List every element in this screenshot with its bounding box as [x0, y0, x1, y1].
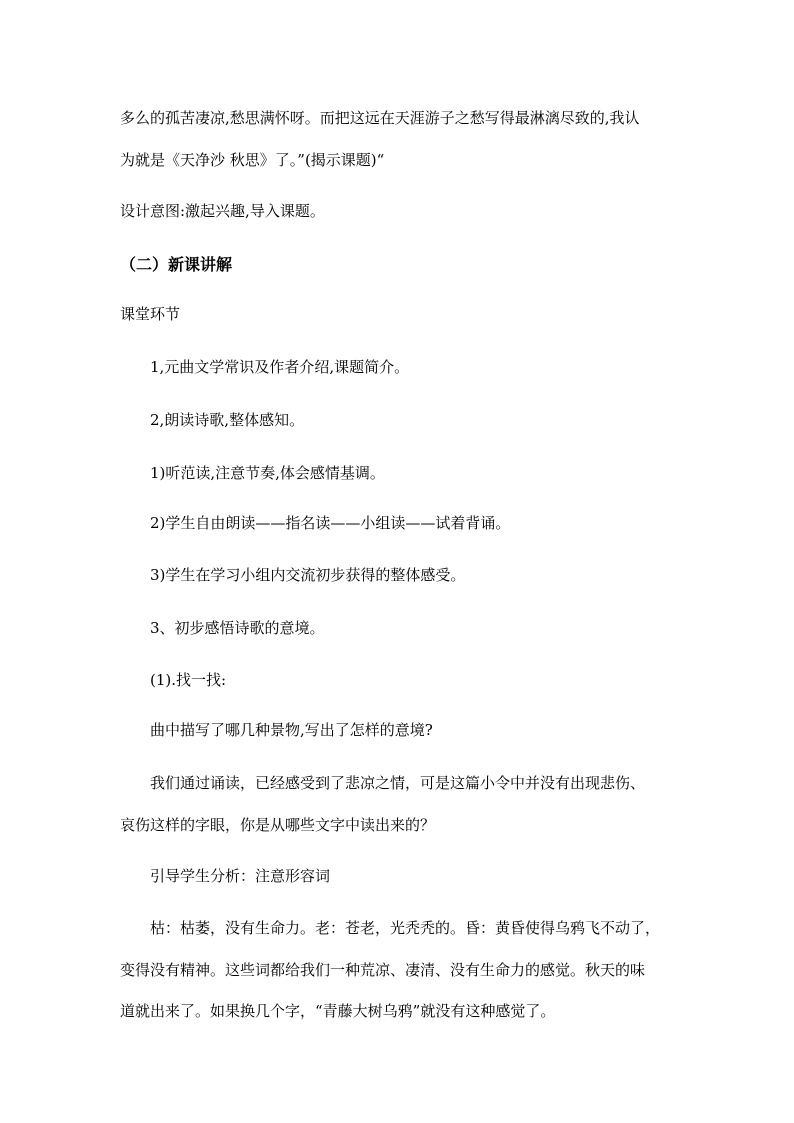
list-item: 3)学生在学习小组内交流初步获得的整体感受。 — [150, 566, 466, 584]
paragraph-line: 我们通过诵读，已经感受到了悲凉之情，可是这篇小令中并没有出现悲伤、 — [150, 774, 646, 792]
list-item: (1).找一找: — [150, 671, 227, 689]
paragraph-line: 变得没有精神。这些词都给我们一种荒凉、凄清、没有生命力的感觉。秋天的味 — [120, 961, 646, 979]
list-item: 2,朗读诗歌,整体感知。 — [150, 411, 305, 429]
design-intent-text: 设计意图:激起兴趣,导入课题。 — [120, 202, 325, 220]
paragraph-line: 多么的孤苦凄凉,愁思满怀呀。而把这远在天涯游子之愁写得最淋漓尽致的,我认 — [120, 109, 640, 127]
list-item: 1,元曲文学常识及作者介绍,课题简介。 — [150, 358, 410, 376]
paragraph-line: 为就是《天净沙 秋思》了。”(揭示课题)“ — [120, 151, 385, 169]
paragraph-line: 枯：枯萎，没有生命力。老：苍老，光秃秃的。昏：黄昏使得乌鸦飞不动了， — [150, 919, 661, 937]
list-item: 1)听范读,注意节奏,体会感情基调。 — [150, 464, 385, 482]
section-heading: （二）新课讲解 — [120, 255, 233, 274]
question-text: 曲中描写了哪几种景物,写出了怎样的意境? — [150, 721, 433, 739]
paragraph-line: 哀伤这样的字眼，你是从哪些文字中读出来的？ — [120, 816, 436, 834]
list-item: 2)学生自由朗读——指名读——小组读——试着背诵。 — [150, 514, 511, 532]
list-item: 3、初步感悟诗歌的意境。 — [150, 619, 325, 637]
paragraph-line: 道就出来了。如果换几个字，“青藤大树乌鸦”就没有这种感觉了。 — [120, 1002, 556, 1020]
subsection-label: 课堂环节 — [120, 305, 181, 323]
paragraph-line: 引导学生分析：注意形容词 — [150, 867, 331, 885]
